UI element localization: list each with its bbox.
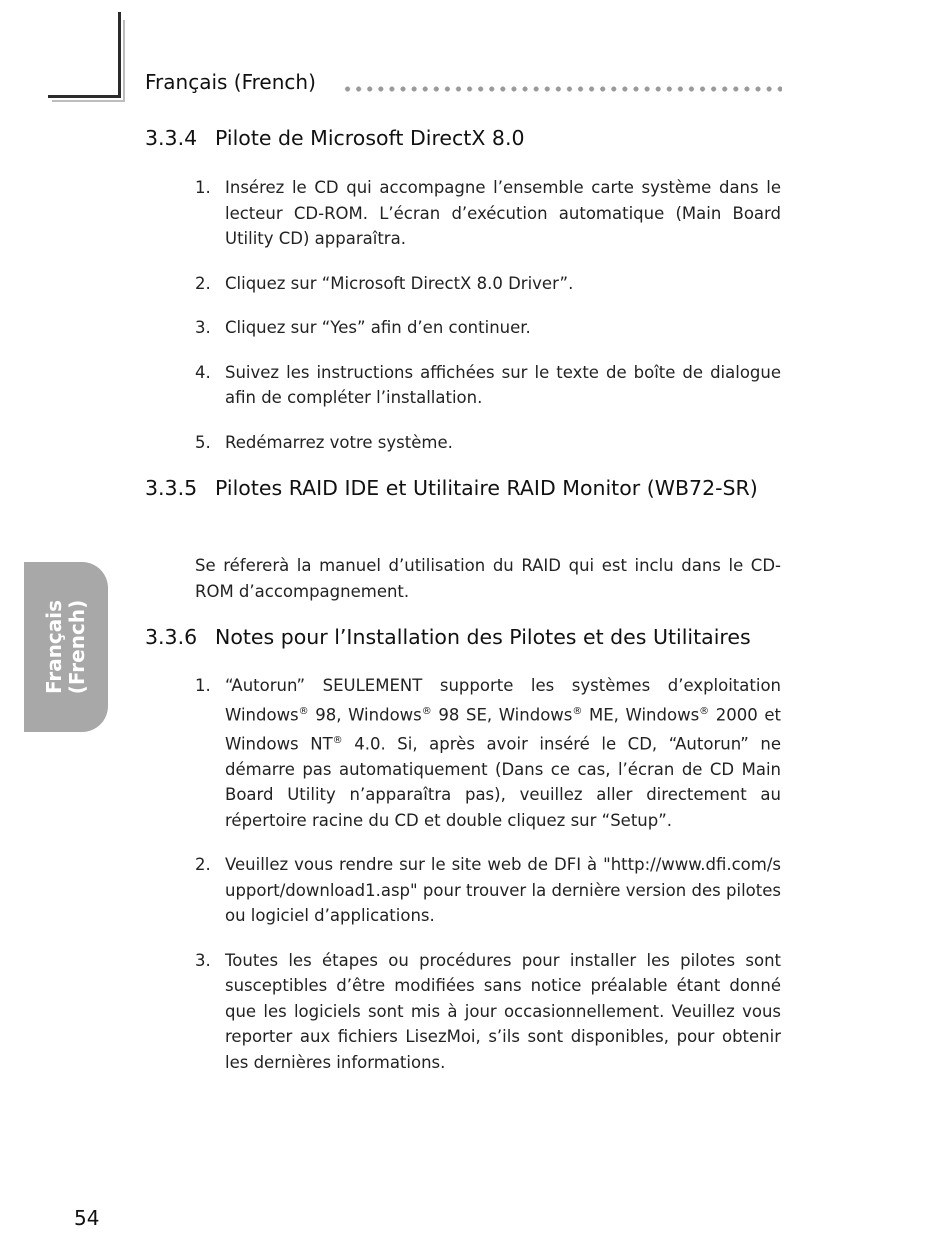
installation-notes-list — [195, 673, 781, 1075]
list-item: 2. Cliquez sur “Microsoft DirectX 8.0 Driver”. — [195, 273, 574, 293]
header-dotted-rule — [342, 84, 782, 94]
section-title: Notes pour l’Installation des Pilotes et des Utilitaires — [215, 625, 751, 649]
section-heading-3-3-4 — [145, 125, 781, 152]
list-item: 5. Redémarrez votre système. — [195, 432, 453, 452]
list-item: 1. Insérez le CD qui accompagne l’ensemble carte système dans le lecteur CD-ROM. L’écran d’exécution automatique (Main Board Utility CD) apparaîtra. — [195, 178, 781, 248]
directx-steps-list — [195, 175, 781, 455]
section-number: 3.3.5 — [145, 476, 198, 500]
section-heading-3-3-6 — [145, 624, 781, 651]
section-number: 3.3.4 — [145, 126, 198, 150]
list-item: 2. Veuillez vous rendre sur le site web de DFI à "http://www.dfi.com/support/download1.asp" pour trouver la dernière version des pilotes ou logiciel d’applications. — [195, 855, 781, 925]
side-tab-label: Français (French) — [42, 599, 89, 695]
page-number: 54 — [74, 1206, 100, 1230]
corner-mark-shadow-vertical — [123, 20, 125, 102]
section-number: 3.3.6 — [145, 625, 198, 649]
list-item: 3. Cliquez sur “Yes” afin d’en continuer. — [195, 318, 531, 337]
section-title: Pilotes RAID IDE et Utilitaire RAID Monitor (WB72-SR) — [215, 476, 758, 500]
running-head: Français (French) — [145, 70, 316, 94]
corner-mark-vertical — [118, 12, 121, 98]
language-side-tab — [24, 562, 108, 732]
section-title: Pilote de Microsoft DirectX 8.0 — [215, 126, 525, 150]
section-heading-3-3-5 — [145, 475, 781, 502]
corner-mark-horizontal — [48, 95, 120, 98]
list-item: 4. Suivez les instructions affichées sur le texte de boîte de dialogue afin de compléter l’installation. — [195, 362, 781, 407]
corner-mark-shadow-horizontal — [52, 100, 124, 102]
raid-paragraph: Se réfererà la manuel d’utilisation du RAID qui est inclu dans le CD-ROM d’accompagnement. — [195, 556, 781, 601]
list-item: 1. “Autorun” SEULEMENT supporte les systèmes d’exploitation Windows® 98, Windows® 98 SE, Windows® ME, Windows® 2000 et Windows NT® 4.0. Si, après avoir inséré le CD, “Autorun” ne démarre pas automatiquement (Dans ce cas, l’écran de CD Main Board Utility n’apparaîtra pas), veuillez aller directement au répertoire racine du CD et double cliquez sur “Setup”. — [195, 676, 781, 830]
list-item: 3. Toutes les étapes ou procédures pour installer les pilotes sont susceptibles d’être modifiées sans notice préalable étant donné que les logiciels sont mis à jour occasionnellement. Veuillez vous reporter aux fichiers LisezMoi, s’ils sont disponibles, pour obtenir les dernières informations. — [195, 950, 781, 1072]
